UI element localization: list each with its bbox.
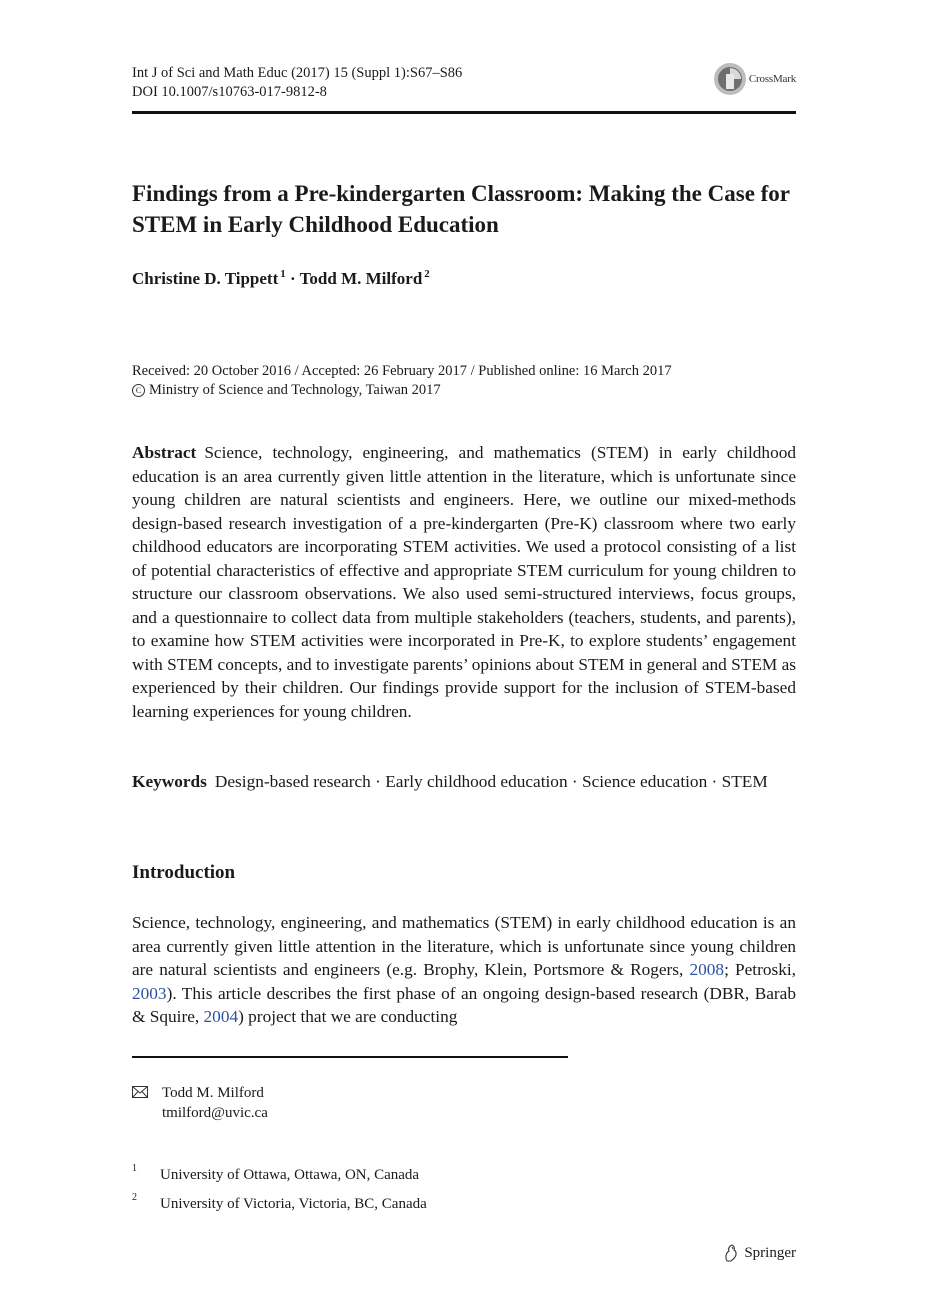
copyright-line — [132, 381, 672, 400]
citation-link[interactable]: 2008 — [689, 960, 725, 979]
crossmark-label: CrossMark — [748, 73, 796, 85]
abstract-text: Science, technology, engineering, and mathematics (STEM) in early childhood education is an area currently given little attention in the literature, which is unfortunate since young children are natural scientists and engineers. Here, we outline our mixed-methods design-based research investigation of a pre-kindergarten (Pre-K) classroom where two early childhood educators are incorporating STEM activities. We used a protocol consisting of a list of potential characteristics of effective and appropriate STEM curriculum for young children to structure our classroom observations. We also used semi-structured interviews, focus groups, and a questionnaire to collect data from multiple stakeholders (teachers, students, and parents), to examine how STEM activities were incorporated in Pre-K, to explore students’ engagement with STEM concepts, and to investigate parents’ opinions about STEM in general and STEM as experienced by their children. Our findings provide support for the inclusion of STEM-based learning experiences for young children. — [132, 443, 796, 721]
author-name[interactable]: Christine D. Tippett — [132, 269, 279, 288]
keywords-label: Keywords — [132, 772, 207, 791]
affiliation-number: 2 — [132, 1192, 137, 1203]
publisher-name: Springer — [744, 1244, 796, 1261]
article-title: Findings from a Pre-kindergarten Classroom: Making the Case for STEM in Early Childhood Education — [132, 181, 790, 237]
contact-name: Todd M. Milford — [162, 1085, 264, 1101]
affiliation-number: 1 — [132, 1163, 137, 1174]
envelope-icon — [132, 1086, 148, 1098]
section-heading: Introduction — [132, 862, 236, 883]
citation-link[interactable]: 2003 — [132, 983, 167, 1003]
affiliation-text: University of Ottawa, Ottawa, ON, Canada — [160, 1167, 420, 1183]
abstract-label: Abstract — [132, 443, 197, 462]
intro-text: Science, technology, engineering, and mathematics (STEM) in early childhood education is an area currently given little attention in the literature, which is unfortunate since young children are natural scientists and engineers (e.g. Brophy, Klein, Portsmore & Rogers, — [132, 913, 796, 979]
copyright-icon: C — [132, 384, 145, 397]
springer-horse-icon — [723, 1244, 739, 1262]
intro-text: ; Petroski, — [724, 960, 796, 979]
journal-header — [132, 64, 796, 102]
corresponding-author — [132, 1083, 268, 1123]
doi[interactable]: DOI 10.1007/s10763-017-9812-8 — [132, 84, 327, 100]
journal-citation: Int J of Sci and Math Educ (2017) 15 (Suppl 1):S67–S86 — [132, 65, 463, 81]
introduction-paragraph — [132, 911, 796, 1029]
header-divider — [132, 111, 796, 114]
crossmark-badge[interactable] — [713, 62, 796, 96]
keywords-text: Design-based research · Early childhood education · Science education · STEM — [214, 772, 768, 791]
keywords — [132, 770, 796, 794]
intro-text: ) project that we are conducting — [238, 1007, 458, 1026]
author-name[interactable]: Todd M. Milford — [299, 269, 423, 288]
footnote-divider — [132, 1056, 568, 1058]
crossmark-icon — [713, 62, 747, 96]
citation-link[interactable]: 2004 — [203, 1007, 239, 1026]
author-affiliation-marker: 2 — [424, 268, 430, 280]
author-affiliation-marker: 1 — [280, 268, 286, 280]
author-separator: · — [290, 269, 296, 288]
abstract — [132, 441, 796, 723]
contact-email[interactable]: tmilford@uvic.ca — [162, 1105, 268, 1121]
publisher-logo — [723, 1244, 796, 1262]
affiliation — [132, 1192, 427, 1213]
publication-history — [132, 362, 672, 400]
article-page — [132, 0, 796, 1309]
affiliation — [132, 1163, 420, 1184]
intro-text: ). This article describes the first phase of an ongoing design-based research (DBR, Barab & Squire, — [132, 983, 796, 1026]
author-list — [132, 268, 430, 289]
article-dates: Received: 20 October 2016 / Accepted: 26 February 2017 / Published online: 16 March 2017 — [132, 363, 672, 379]
affiliation-text: University of Victoria, Victoria, BC, Canada — [160, 1196, 427, 1212]
copyright-text: Ministry of Science and Technology, Taiwan 2017 — [149, 382, 441, 398]
